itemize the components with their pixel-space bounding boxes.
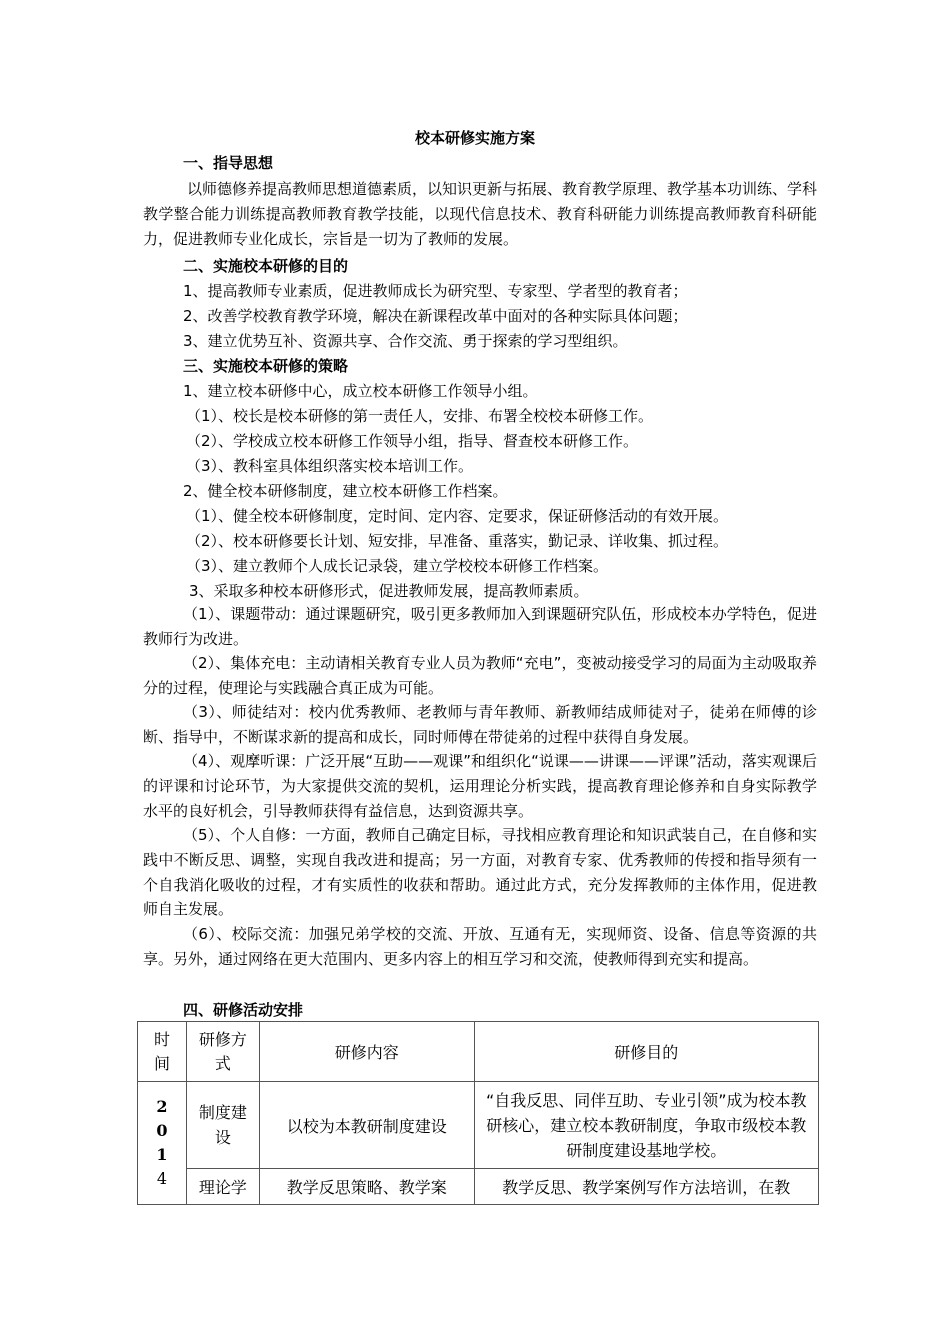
strategy-1: 1、建立校本研修中心，成立校本研修工作领导小组。 — [183, 382, 538, 400]
table-row — [138, 1169, 819, 1205]
activity-table — [137, 1021, 819, 1205]
strategy-2-b: （2）、校本研修要长计划、短安排，早准备、重落实，勤记录、详收集、抓过程。 — [186, 532, 729, 550]
row-2-goal: 教学反思、教学案例写作方法培训，在教 — [474, 1169, 818, 1205]
row-2-content: 教学反思策略、教学案 — [259, 1169, 474, 1205]
row-1-mode: 制度建设 — [186, 1082, 259, 1169]
year-digit: 0 — [156, 1121, 168, 1140]
strategy-3-p4: （4）、观摩听课：广泛开展“互助——观课”和组织化“说课——讲课——评课”活动，落实观课后的评课和讨论环节，为大家提供交流的契机，运用理论分析实践，提高教育理论修养和自身实际教学水平的良好机会，引导教师获得有益信息，达到资源共享。 — [143, 752, 817, 820]
strategy-2: 2、健全校本研修制度，建立校本研修工作档案。 — [183, 482, 508, 500]
year-digit: 1 — [156, 1145, 168, 1164]
strategy-2-c: （3）、建立教师个人成长记录袋，建立学校校本研修工作档案。 — [186, 557, 609, 575]
section-1-heading: 一、指导思想 — [183, 154, 274, 172]
section-2-item-1: 1、提高教师专业素质，促进教师成长为研究型、专家型、学者型的教育者； — [183, 282, 688, 300]
strategy-1-b: （2）、学校成立校本研修工作领导小组，指导、督查校本研修工作。 — [186, 432, 639, 450]
strategy-1-c: （3）、教科室具体组织落实校本培训工作。 — [186, 457, 474, 475]
section-1-text: 以师德修养提高教师思想道德素质，以知识更新与拓展、教育教学原理、教学基本功训练、学科教学整合能力训练提高教师教育教学技能，以现代信息技术、教育科研能力训练提高教师教育科研能力，促进教师专业化成长，宗旨是一切为了教师的发展。 — [143, 180, 818, 248]
strategy-3-p2: （2）、集体充电：主动请相关教育专业人员为教师“充电”，变被动接受学习的局面为主动吸取养分的过程，使理论与实践融合真正成为可能。 — [143, 654, 817, 697]
strategy-3-p3: （3）、师徒结对：校内优秀教师、老教师与青年教师、新教师结成师徒对子，徒弟在师傅的诊断、指导中，不断谋求新的提高和成长，同时师傅在带徒弟的过程中获得自身发展。 — [143, 703, 817, 746]
strategy-3-p6: （6）、校际交流：加强兄弟学校的交流、开放、互通有无，实现师资、设备、信息等资源的共享。另外，通过网络在更大范围内、更多内容上的相互学习和交流，使教师得到充实和提高。 — [143, 925, 817, 968]
row-1-content: 以校为本教研制度建设 — [259, 1082, 474, 1169]
row-2-mode: 理论学 — [186, 1169, 259, 1205]
year-digit: 4 — [156, 1169, 168, 1188]
section-3-heading: 三、实施校本研修的策略 — [183, 357, 349, 375]
strategy-1-a: （1）、校长是校本研修的第一责任人，安排、布署全校校本研修工作。 — [186, 407, 654, 425]
year-cell — [138, 1082, 187, 1205]
row-1-goal: “自我反思、同伴互助、专业引领”成为校本教研核心，建立校本教研制度，争取市级校本教研制度建设基地学校。 — [474, 1082, 818, 1169]
section-4-heading: 四、研修活动安排 — [183, 1001, 304, 1019]
section-2-item-3: 3、建立优势互补、资源共享、合作交流、勇于探索的学习型组织。 — [183, 332, 628, 350]
table-header-row — [138, 1022, 819, 1082]
strategy-3-p1: （1）、课题带动：通过课题研究，吸引更多教师加入到课题研究队伍，形成校本办学特色，促进教师行为改进。 — [143, 605, 817, 648]
strategy-3-p5: （5）、个人自修：一方面，教师自己确定目标，寻找相应教育理论和知识武装自己，在自修和实践中不断反思、调整，实现自我改进和提高；另一方面，对教育专家、优秀教师的传授和指导须有一个自我消化吸收的过程，才有实质性的收获和帮助。通过此方式，充分发挥教师的主体作用，促进教师自主发展。 — [143, 826, 817, 919]
document-title: 校本研修实施方案 — [414, 129, 535, 147]
year-digit: 2 — [156, 1097, 168, 1116]
header-time: 时间 — [138, 1022, 187, 1082]
header-mode: 研修方式 — [186, 1022, 259, 1082]
header-content: 研修内容 — [259, 1022, 474, 1082]
strategy-3: 3、采取多种校本研修形式，促进教师发展，提高教师素质。 — [189, 582, 589, 600]
header-goal: 研修目的 — [474, 1022, 818, 1082]
table-row — [138, 1082, 819, 1169]
section-2-item-2: 2、改善学校教育教学环境，解决在新课程改革中面对的各种实际具体问题； — [183, 307, 688, 325]
section-2-heading: 二、实施校本研修的目的 — [183, 257, 349, 275]
strategy-2-a: （1）、健全校本研修制度，定时间、定内容、定要求，保证研修活动的有效开展。 — [186, 507, 729, 525]
